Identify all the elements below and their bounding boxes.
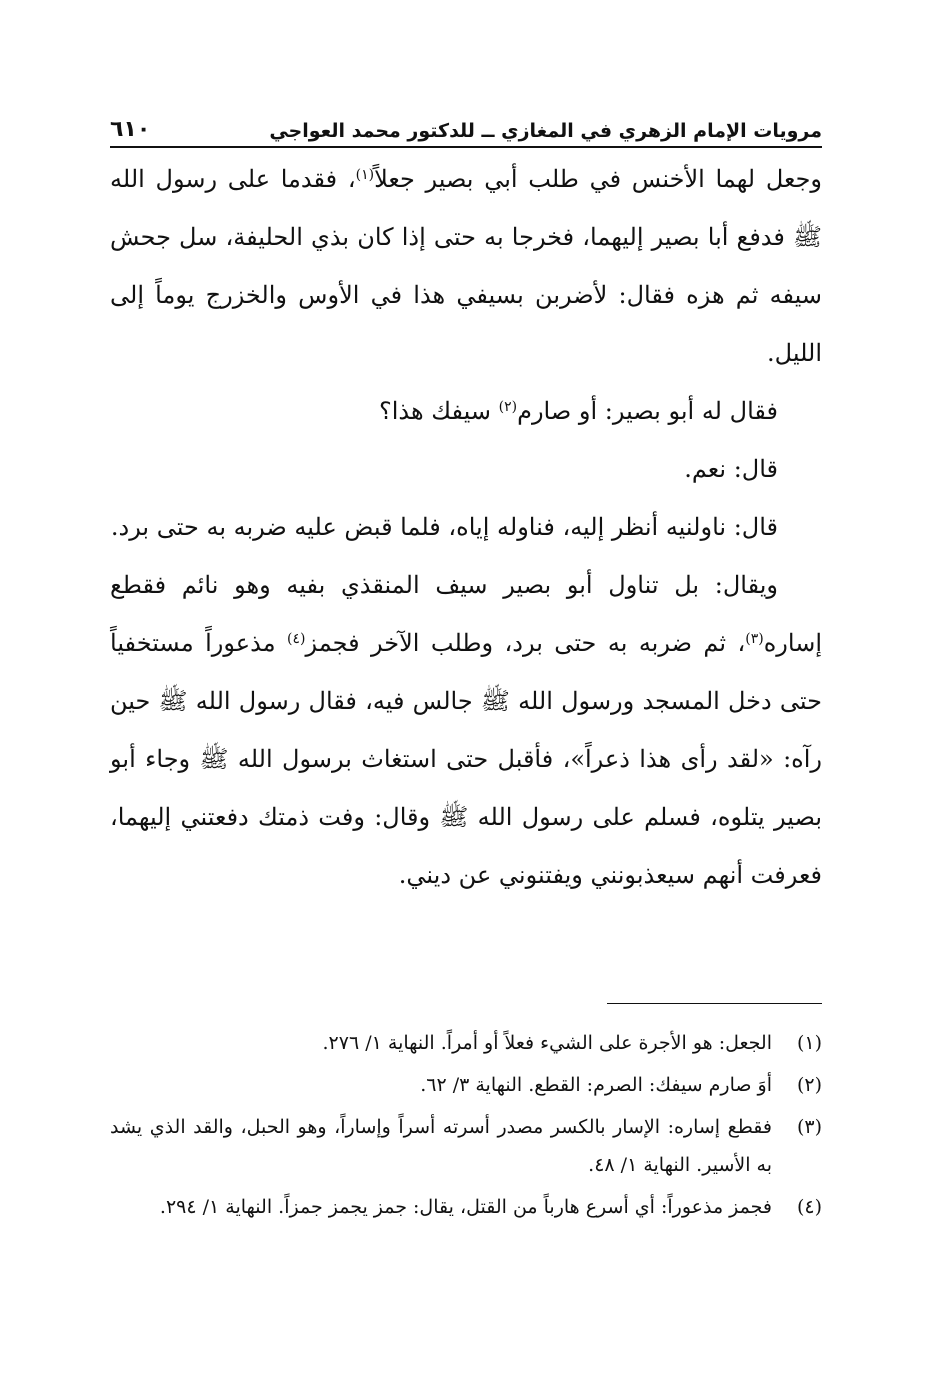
paragraph-4: قال: ناولنيه أنظر إليه، فناوله إياه، فلما قبض عليه ضربه به حتى برد. (110, 513, 778, 541)
footnote-ref-3: (٣) (745, 631, 764, 647)
page-number: ٦١٠ (110, 117, 151, 142)
footnote-ref-4: (٤) (287, 631, 306, 647)
paragraph-5-part-2: ، ثم ضربه به حتى برد، وطلب الآخر فجمز (305, 629, 746, 657)
footnote-number: (١) (796, 1032, 822, 1054)
header-rule (110, 146, 822, 148)
footnote-text: فجمز مذعوراً: أي أسرع هارباً من القتل، يقال: جمز يجمز جمزاً. النهاية ١/ ٢٩٤. (159, 1196, 772, 1218)
footnote-number: (٢) (796, 1074, 822, 1096)
paragraph-2-part-1: فقال له أبو بصير: أو صارم (517, 397, 778, 425)
footnote-ref-1: (١) (355, 167, 375, 183)
footnote-separator (607, 1003, 822, 1004)
paragraph-2 (110, 382, 822, 440)
paragraph-5-part-3: مذعوراً مستخفياً حتى دخل المسجد ورسول الله ﷺ جالس فيه، فقال رسول الله ﷺ حين رآه: «لقد رأى هذا ذعراً»، فأقبل حتى استغاث برسول الله ﷺ وجاء أبو بصير يتلوه، فسلم على رسول الله ﷺ وقال: وفت ذمتك دفعتني إليهما، فعرفت أنهم سيعذبونني ويفتنوني عن ديني. (110, 629, 822, 889)
paragraph-2-part-2: سيفك هذا؟ (378, 397, 499, 425)
paragraph-1-part-2: ، فقدما على رسول الله ﷺ فدفع أبا بصير إليهما، فخرجا به حتى إذا كان بذي الحليفة، سل جحش سيفه ثم هزه فقال: لأضربن بسيفي هذا في الأوس والخزرج يوماً إلى الليل. (110, 165, 822, 367)
footnote-2 (110, 1066, 822, 1104)
paragraph-5-part-1: ويقال: بل تناول أبو بصير سيف المنقذي بفيه وهو نائم فقطع إساره (110, 571, 822, 657)
footnote-3 (110, 1108, 822, 1184)
footnote-text: أوَ صارم سيفك: الصرم: القطع. النهاية ٣/ ٦٢. (420, 1074, 772, 1096)
footnote-ref-2: (٢) (498, 399, 518, 415)
running-header (110, 108, 822, 142)
paragraph-1-part-1: وجعل لهما الأخنس في طلب أبي بصير جعلاً (374, 165, 822, 193)
footnote-text: فقطع إساره: الإسار بالكسر مصدر أسرته أسراً وإساراً، وهو الحبل، والقد الذي يشد به الأسير. النهاية ١/ ٤٨. (110, 1116, 772, 1176)
paragraph-1 (110, 150, 822, 382)
paragraph-5 (110, 556, 822, 904)
book-page (110, 0, 822, 1386)
footnote-4 (110, 1188, 822, 1226)
header-title: مرويات الإمام الزهري في المغازي ــ للدكتور محمد العواجي (269, 120, 822, 142)
footnote-text: الجعل: هو الأجرة على الشيء فعلاً أو أمراً. النهاية ١/ ٢٧٦. (322, 1032, 772, 1054)
main-text (110, 150, 822, 904)
footnote-number: (٣) (796, 1116, 822, 1138)
paragraph-3: قال: نعم. (684, 455, 778, 483)
footnote-1 (110, 1024, 822, 1062)
footnotes (110, 1024, 822, 1230)
footnote-number: (٤) (796, 1196, 822, 1218)
